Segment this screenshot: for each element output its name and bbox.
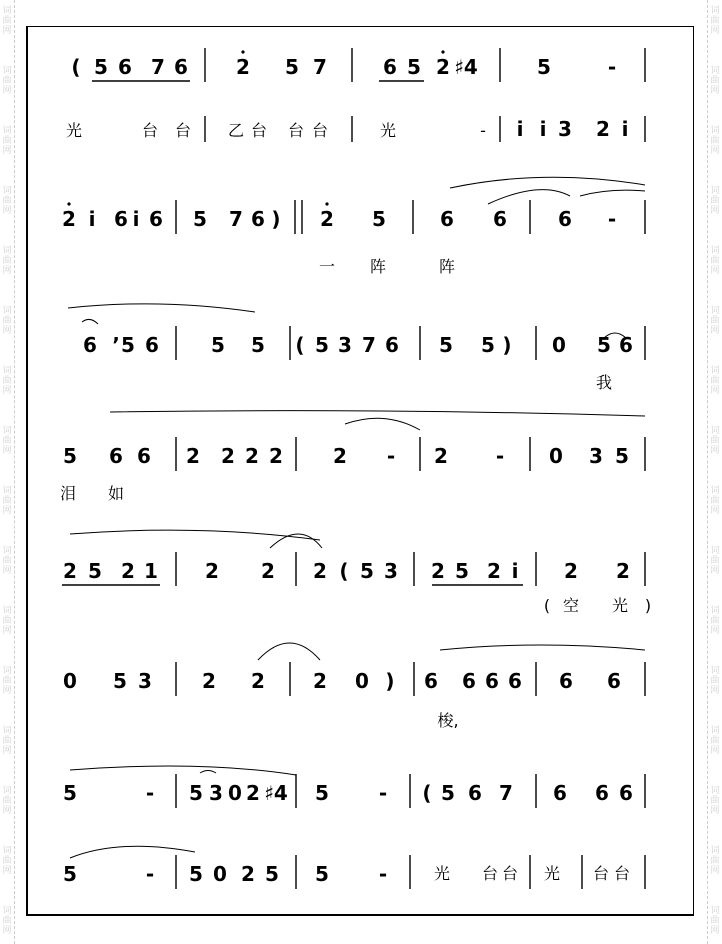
note: 5	[63, 444, 77, 468]
slur	[110, 411, 645, 416]
note: 6	[553, 781, 567, 805]
note: 5	[372, 207, 386, 231]
lyric: 一	[318, 257, 336, 276]
note: 2	[434, 444, 448, 468]
note: 6	[440, 207, 454, 231]
note: 2	[236, 55, 250, 79]
note: 2	[186, 444, 200, 468]
note: 5	[315, 862, 329, 886]
watermark-text: 词 曲 网	[2, 306, 12, 336]
note: 6	[607, 669, 621, 693]
slur	[440, 645, 645, 650]
watermark-text: 词 曲 网	[2, 486, 12, 516]
note: 7	[362, 333, 376, 357]
watermark-text: 词 曲 网	[710, 426, 720, 456]
note: 2	[487, 559, 501, 583]
note: 5	[189, 862, 203, 886]
lyric: 光	[433, 864, 451, 883]
note: 5	[441, 781, 455, 805]
lyric: 3	[558, 117, 572, 141]
note: -	[607, 55, 617, 79]
note: 5	[315, 781, 329, 805]
note: 5	[211, 333, 225, 357]
slur	[488, 190, 570, 204]
note: 6	[383, 55, 397, 79]
lyric: 台	[613, 864, 631, 883]
octave-dot	[325, 202, 328, 205]
octave-dot	[441, 50, 444, 53]
watermark-text: 词 曲 网	[2, 426, 12, 456]
octave-dot	[67, 202, 70, 205]
notes-layer	[60, 48, 651, 889]
watermark-text: 词 曲 网	[710, 786, 720, 816]
slurs-layer	[68, 177, 645, 858]
note: 2	[616, 559, 630, 583]
note: 2	[313, 669, 327, 693]
note: 6	[508, 669, 522, 693]
lyric: 光	[611, 596, 629, 615]
note: 0	[213, 862, 227, 886]
note: 2	[63, 559, 77, 583]
note: 5	[455, 559, 469, 583]
watermark-text: 词 曲 网	[2, 66, 12, 96]
note: i	[511, 559, 519, 583]
watermark-text: 词 曲 网	[2, 786, 12, 816]
note: 3	[589, 444, 603, 468]
note: )	[502, 333, 512, 357]
note: 7	[151, 55, 165, 79]
slur	[450, 177, 645, 188]
note: 5	[439, 333, 453, 357]
note: 6	[619, 781, 633, 805]
note: 2	[320, 207, 334, 231]
lyric: 梭,	[437, 711, 459, 730]
note: 7	[499, 781, 513, 805]
note: 7	[229, 207, 243, 231]
note: 5	[189, 781, 203, 805]
watermark-text: 词 曲 网	[710, 606, 720, 636]
lyric: 台	[592, 864, 610, 883]
note: ♯4	[454, 55, 478, 79]
slur	[580, 190, 645, 196]
watermark-text: 词 曲 网	[2, 606, 12, 636]
watermark-text: 词 曲 网	[2, 246, 12, 276]
note: 2	[564, 559, 578, 583]
note: 2	[121, 559, 135, 583]
note: -	[386, 444, 396, 468]
lyric: (	[543, 596, 551, 615]
slur	[70, 766, 296, 775]
watermark-text: 词 曲 网	[2, 186, 12, 216]
note: 2	[333, 444, 347, 468]
note: 6	[83, 333, 97, 357]
note: 5	[265, 862, 279, 886]
note: (	[295, 333, 305, 357]
note: 6	[558, 207, 572, 231]
note: 5	[251, 333, 265, 357]
note: -	[378, 862, 388, 886]
lyric: 2	[596, 117, 610, 141]
lyric: 泪	[59, 484, 77, 503]
watermark-text: 词 曲 网	[710, 726, 720, 756]
note: 3	[138, 669, 152, 693]
note: 2	[251, 669, 265, 693]
note: 5	[597, 333, 611, 357]
watermark-text: 词 曲 网	[710, 546, 720, 576]
note: 2	[436, 55, 450, 79]
note: 6	[424, 669, 438, 693]
note: 2	[62, 207, 76, 231]
note: )	[271, 207, 281, 231]
lyric: 阵	[438, 257, 456, 276]
note: 2	[269, 444, 283, 468]
watermark-text: 词 曲 网	[710, 66, 720, 96]
watermark-text: 词 曲 网	[2, 366, 12, 396]
note: -	[378, 781, 388, 805]
watermark-text: 词 曲 网	[2, 726, 12, 756]
note: 5	[63, 781, 77, 805]
note: 6	[468, 781, 482, 805]
note: 6	[493, 207, 507, 231]
watermark-text: 词 曲 网	[2, 666, 12, 696]
lyric: 台	[481, 864, 499, 883]
watermark-text: 词 曲 网	[710, 6, 720, 36]
note: -	[495, 444, 505, 468]
note: 2	[221, 444, 235, 468]
watermark-text: 词 曲 网	[710, 186, 720, 216]
note: 6	[145, 333, 159, 357]
slur	[82, 319, 98, 324]
lyric: 我	[595, 373, 613, 392]
note: 3	[209, 781, 223, 805]
note: 2	[202, 669, 216, 693]
note: 6	[485, 669, 499, 693]
lyric: -	[480, 121, 486, 140]
note: 2	[261, 559, 275, 583]
note: 3	[338, 333, 352, 357]
lyric: 台	[141, 121, 159, 140]
note: 6	[174, 55, 188, 79]
watermark-text: 词 曲 网	[710, 366, 720, 396]
note: 7	[313, 55, 327, 79]
note: 1	[144, 559, 158, 583]
note: )	[385, 669, 395, 693]
watermark-text: 词 曲 网	[710, 846, 720, 876]
note: 6	[385, 333, 399, 357]
watermark-text: 词 曲 网	[710, 126, 720, 156]
note: 5	[407, 55, 421, 79]
note: -	[607, 207, 617, 231]
watermark-text: 词 曲 网	[710, 486, 720, 516]
slur	[200, 771, 216, 774]
note: 0	[63, 669, 77, 693]
lyric: 光	[379, 121, 397, 140]
watermark-text: 词 曲 网	[2, 906, 12, 936]
note: 2	[431, 559, 445, 583]
note: 6	[109, 444, 123, 468]
note: 5	[315, 333, 329, 357]
note: 2	[241, 862, 255, 886]
note: 6	[462, 669, 476, 693]
note: 5	[113, 669, 127, 693]
note: 2	[246, 781, 260, 805]
lyric: i	[539, 117, 547, 141]
note: 2	[245, 444, 259, 468]
note: -	[145, 781, 155, 805]
lyric: 台	[250, 121, 268, 140]
note: 0	[549, 444, 563, 468]
note: (	[339, 559, 349, 583]
note: 5	[360, 559, 374, 583]
note: 2	[313, 559, 327, 583]
note: i	[132, 207, 140, 231]
lyric: 光	[543, 864, 561, 883]
lyric: i	[516, 117, 524, 141]
slur	[345, 418, 420, 430]
note: 2	[205, 559, 219, 583]
note: 6	[619, 333, 633, 357]
note: 6	[118, 55, 132, 79]
lyric: 光	[65, 121, 83, 140]
note: 5	[285, 55, 299, 79]
note: 5	[94, 55, 108, 79]
note: 5	[88, 559, 102, 583]
note: 3	[384, 559, 398, 583]
watermark-text: 词 曲 网	[2, 126, 12, 156]
lyric: 台	[287, 121, 305, 140]
slur	[258, 643, 320, 660]
watermark-text: 词 曲 网	[710, 246, 720, 276]
note: 5	[121, 333, 135, 357]
note: 6	[114, 207, 128, 231]
note: 5	[63, 862, 77, 886]
note: ♯4	[264, 781, 288, 805]
note: 5	[537, 55, 551, 79]
watermark-text: 词 曲 网	[710, 306, 720, 336]
watermark-text: 词 曲 网	[2, 846, 12, 876]
note: 0	[355, 669, 369, 693]
lyric: 阵	[369, 257, 387, 276]
note: (	[422, 781, 432, 805]
lyric: 乙	[227, 121, 245, 140]
watermark-text: 词 曲 网	[710, 666, 720, 696]
lyric: )	[644, 596, 652, 615]
watermark-text: 词 曲 网	[2, 6, 12, 36]
note: i	[88, 207, 96, 231]
lyric: 台	[174, 121, 192, 140]
watermark-text: 词 曲 网	[2, 546, 12, 576]
note: 0	[552, 333, 566, 357]
note: 5	[193, 207, 207, 231]
lyric: 空	[562, 596, 580, 615]
lyric: 台	[311, 121, 329, 140]
lyric: i	[621, 117, 629, 141]
note: 0	[228, 781, 242, 805]
note: 5	[615, 444, 629, 468]
slur	[68, 304, 255, 312]
note: 6	[149, 207, 163, 231]
watermark-text: 词 曲 网	[710, 906, 720, 936]
lyric: 如	[107, 484, 125, 503]
note: 5	[481, 333, 495, 357]
lyric: 台	[501, 864, 519, 883]
octave-dot	[241, 50, 244, 53]
note: -	[145, 862, 155, 886]
note: 6	[137, 444, 151, 468]
note: 6	[251, 207, 265, 231]
note: 6	[559, 669, 573, 693]
note: (	[71, 55, 81, 79]
note: 6	[595, 781, 609, 805]
slur	[270, 534, 322, 548]
note: ’	[112, 333, 120, 357]
